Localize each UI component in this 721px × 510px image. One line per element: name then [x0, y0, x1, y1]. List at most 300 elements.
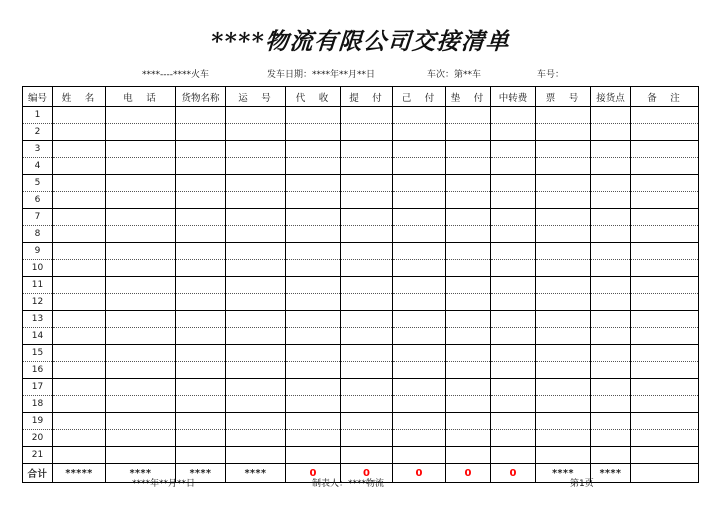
- row-data-cell[interactable]: [491, 294, 536, 311]
- row-data-cell[interactable]: [106, 430, 176, 447]
- row-data-cell[interactable]: [106, 294, 176, 311]
- table-row[interactable]: [23, 277, 699, 294]
- row-data-cell[interactable]: [591, 209, 631, 226]
- row-data-cell[interactable]: [491, 260, 536, 277]
- row-data-cell[interactable]: [536, 430, 591, 447]
- row-index-cell: 5: [23, 175, 53, 192]
- header-cell-transfer-fee: 中转费: [491, 87, 536, 107]
- shipment-info-line: [22, 69, 698, 83]
- row-data-cell[interactable]: [53, 413, 106, 430]
- row-data-cell[interactable]: [341, 311, 393, 328]
- row-data-cell[interactable]: [446, 158, 491, 175]
- row-data-cell[interactable]: [176, 447, 226, 464]
- row-data-cell[interactable]: [286, 430, 341, 447]
- row-data-cell[interactable]: [591, 362, 631, 379]
- row-data-cell[interactable]: [536, 124, 591, 141]
- row-data-cell[interactable]: [446, 243, 491, 260]
- row-index-cell: 3: [23, 141, 53, 158]
- row-data-cell[interactable]: [53, 124, 106, 141]
- row-data-cell[interactable]: [393, 209, 446, 226]
- table-row[interactable]: [23, 141, 699, 158]
- row-data-cell[interactable]: [631, 447, 699, 464]
- row-data-cell[interactable]: [393, 124, 446, 141]
- row-data-cell[interactable]: [226, 447, 286, 464]
- row-data-cell[interactable]: [591, 311, 631, 328]
- row-data-cell[interactable]: [631, 277, 699, 294]
- row-data-cell[interactable]: [176, 362, 226, 379]
- row-data-cell[interactable]: [53, 243, 106, 260]
- row-data-cell[interactable]: [176, 294, 226, 311]
- row-data-cell[interactable]: [286, 192, 341, 209]
- row-data-cell[interactable]: [536, 107, 591, 124]
- row-data-cell[interactable]: [393, 430, 446, 447]
- row-data-cell[interactable]: [226, 379, 286, 396]
- row-data-cell[interactable]: [341, 124, 393, 141]
- row-data-cell[interactable]: [286, 413, 341, 430]
- row-data-cell[interactable]: [176, 107, 226, 124]
- row-data-cell[interactable]: [286, 362, 341, 379]
- row-index-cell: 6: [23, 192, 53, 209]
- row-data-cell[interactable]: [106, 209, 176, 226]
- row-data-cell[interactable]: [341, 277, 393, 294]
- row-data-cell[interactable]: [106, 345, 176, 362]
- row-data-cell[interactable]: [393, 158, 446, 175]
- row-data-cell[interactable]: [53, 158, 106, 175]
- row-data-cell[interactable]: [536, 379, 591, 396]
- row-data-cell[interactable]: [286, 379, 341, 396]
- row-data-cell[interactable]: [536, 192, 591, 209]
- row-data-cell[interactable]: [393, 226, 446, 243]
- row-data-cell[interactable]: [591, 124, 631, 141]
- row-data-cell[interactable]: [536, 260, 591, 277]
- row-data-cell[interactable]: [536, 311, 591, 328]
- row-data-cell[interactable]: [491, 362, 536, 379]
- row-data-cell[interactable]: [393, 447, 446, 464]
- row-data-cell[interactable]: [176, 379, 226, 396]
- row-data-cell[interactable]: [53, 311, 106, 328]
- row-data-cell[interactable]: [536, 447, 591, 464]
- row-data-cell[interactable]: [446, 260, 491, 277]
- row-data-cell[interactable]: [536, 396, 591, 413]
- row-data-cell[interactable]: [446, 447, 491, 464]
- row-data-cell[interactable]: [446, 396, 491, 413]
- table-row[interactable]: [23, 379, 699, 396]
- row-data-cell[interactable]: [53, 396, 106, 413]
- row-data-cell[interactable]: [491, 328, 536, 345]
- row-data-cell[interactable]: [631, 294, 699, 311]
- row-data-cell[interactable]: [393, 175, 446, 192]
- row-data-cell[interactable]: [106, 379, 176, 396]
- row-data-cell[interactable]: [226, 277, 286, 294]
- row-index-cell: 8: [23, 226, 53, 243]
- row-data-cell[interactable]: [491, 226, 536, 243]
- row-data-cell[interactable]: [226, 345, 286, 362]
- row-data-cell[interactable]: [491, 396, 536, 413]
- header-cell-remark: 备 注: [631, 87, 699, 107]
- total-collect: 0: [286, 464, 341, 483]
- row-data-cell[interactable]: [176, 345, 226, 362]
- row-data-cell[interactable]: [106, 413, 176, 430]
- row-data-cell[interactable]: [591, 107, 631, 124]
- row-data-cell[interactable]: [176, 141, 226, 158]
- row-data-cell[interactable]: [491, 413, 536, 430]
- row-data-cell[interactable]: [631, 192, 699, 209]
- row-data-cell[interactable]: [226, 328, 286, 345]
- row-data-cell[interactable]: [176, 158, 226, 175]
- row-data-cell[interactable]: [106, 311, 176, 328]
- footer-page-number: 第1页: [570, 479, 594, 489]
- row-data-cell[interactable]: [176, 396, 226, 413]
- row-data-cell[interactable]: [176, 124, 226, 141]
- table-row[interactable]: [23, 447, 699, 464]
- row-data-cell[interactable]: [53, 345, 106, 362]
- row-data-cell[interactable]: [491, 175, 536, 192]
- row-data-cell[interactable]: [341, 396, 393, 413]
- row-data-cell[interactable]: [446, 311, 491, 328]
- row-data-cell[interactable]: [393, 362, 446, 379]
- row-data-cell[interactable]: [53, 141, 106, 158]
- row-data-cell[interactable]: [226, 396, 286, 413]
- row-data-cell[interactable]: [591, 447, 631, 464]
- row-index-cell: 13: [23, 311, 53, 328]
- row-data-cell[interactable]: [491, 192, 536, 209]
- row-data-cell[interactable]: [393, 294, 446, 311]
- table-row[interactable]: [23, 107, 699, 124]
- row-data-cell[interactable]: [393, 413, 446, 430]
- row-index-cell: 21: [23, 447, 53, 464]
- row-data-cell[interactable]: [631, 311, 699, 328]
- row-data-cell[interactable]: [591, 158, 631, 175]
- row-data-cell[interactable]: [341, 379, 393, 396]
- row-data-cell[interactable]: [591, 430, 631, 447]
- row-data-cell[interactable]: [591, 277, 631, 294]
- row-data-cell[interactable]: [393, 396, 446, 413]
- row-data-cell[interactable]: [446, 141, 491, 158]
- row-data-cell[interactable]: [341, 243, 393, 260]
- row-data-cell[interactable]: [106, 192, 176, 209]
- row-data-cell[interactable]: [631, 413, 699, 430]
- row-data-cell[interactable]: [446, 362, 491, 379]
- row-data-cell[interactable]: [446, 107, 491, 124]
- row-data-cell[interactable]: [393, 345, 446, 362]
- row-data-cell[interactable]: [393, 328, 446, 345]
- row-data-cell[interactable]: [446, 277, 491, 294]
- row-data-cell[interactable]: [176, 328, 226, 345]
- row-data-cell[interactable]: [226, 311, 286, 328]
- row-data-cell[interactable]: [491, 124, 536, 141]
- row-data-cell[interactable]: [491, 243, 536, 260]
- row-data-cell[interactable]: [446, 379, 491, 396]
- row-data-cell[interactable]: [286, 345, 341, 362]
- row-data-cell[interactable]: [286, 226, 341, 243]
- row-data-cell[interactable]: [393, 260, 446, 277]
- row-data-cell[interactable]: [591, 413, 631, 430]
- row-data-cell[interactable]: [446, 345, 491, 362]
- row-data-cell[interactable]: [341, 294, 393, 311]
- row-data-cell[interactable]: [591, 260, 631, 277]
- row-data-cell[interactable]: [106, 362, 176, 379]
- row-data-cell[interactable]: [341, 345, 393, 362]
- row-data-cell[interactable]: [226, 175, 286, 192]
- total-transfer-fee: 0: [491, 464, 536, 483]
- row-data-cell[interactable]: [341, 260, 393, 277]
- row-data-cell[interactable]: [53, 379, 106, 396]
- row-data-cell[interactable]: [631, 158, 699, 175]
- row-data-cell[interactable]: [286, 209, 341, 226]
- header-cell-phone: 电 话: [106, 87, 176, 107]
- row-data-cell[interactable]: [491, 107, 536, 124]
- row-data-cell[interactable]: [591, 141, 631, 158]
- table-row[interactable]: [23, 260, 699, 277]
- table-row[interactable]: [23, 243, 699, 260]
- row-data-cell[interactable]: [226, 209, 286, 226]
- row-data-cell[interactable]: [176, 226, 226, 243]
- table-row[interactable]: [23, 430, 699, 447]
- row-data-cell[interactable]: [631, 124, 699, 141]
- row-data-cell[interactable]: [631, 430, 699, 447]
- row-data-cell[interactable]: [53, 328, 106, 345]
- total-goods: ****: [176, 464, 226, 483]
- row-data-cell[interactable]: [536, 294, 591, 311]
- row-data-cell[interactable]: [226, 243, 286, 260]
- row-data-cell[interactable]: [446, 124, 491, 141]
- row-data-cell[interactable]: [341, 192, 393, 209]
- row-data-cell[interactable]: [341, 175, 393, 192]
- row-data-cell[interactable]: [226, 141, 286, 158]
- row-data-cell[interactable]: [341, 447, 393, 464]
- row-data-cell[interactable]: [286, 124, 341, 141]
- row-data-cell[interactable]: [341, 209, 393, 226]
- row-data-cell[interactable]: [536, 158, 591, 175]
- table-body: [23, 107, 699, 464]
- row-data-cell[interactable]: [631, 209, 699, 226]
- row-data-cell[interactable]: [536, 328, 591, 345]
- row-data-cell[interactable]: [286, 328, 341, 345]
- row-data-cell[interactable]: [631, 175, 699, 192]
- row-data-cell[interactable]: [106, 141, 176, 158]
- row-data-cell[interactable]: [341, 107, 393, 124]
- row-data-cell[interactable]: [446, 209, 491, 226]
- row-data-cell[interactable]: [591, 243, 631, 260]
- table-row[interactable]: [23, 226, 699, 243]
- row-data-cell[interactable]: [226, 362, 286, 379]
- row-data-cell[interactable]: [176, 192, 226, 209]
- row-data-cell[interactable]: [446, 192, 491, 209]
- row-data-cell[interactable]: [286, 175, 341, 192]
- row-data-cell[interactable]: [286, 396, 341, 413]
- row-data-cell[interactable]: [631, 107, 699, 124]
- row-data-cell[interactable]: [176, 430, 226, 447]
- table-row[interactable]: [23, 311, 699, 328]
- row-data-cell[interactable]: [226, 413, 286, 430]
- row-data-cell[interactable]: [176, 243, 226, 260]
- row-data-cell[interactable]: [446, 430, 491, 447]
- row-data-cell[interactable]: [393, 379, 446, 396]
- row-data-cell[interactable]: [491, 379, 536, 396]
- row-index-cell: 15: [23, 345, 53, 362]
- row-data-cell[interactable]: [176, 260, 226, 277]
- row-index-cell: 17: [23, 379, 53, 396]
- row-data-cell[interactable]: [446, 294, 491, 311]
- row-data-cell[interactable]: [393, 243, 446, 260]
- header-cell-pickup-point: 接货点: [591, 87, 631, 107]
- row-data-cell[interactable]: [226, 226, 286, 243]
- row-data-cell[interactable]: [631, 226, 699, 243]
- row-data-cell[interactable]: [536, 175, 591, 192]
- row-data-cell[interactable]: [536, 345, 591, 362]
- row-data-cell[interactable]: [591, 328, 631, 345]
- row-data-cell[interactable]: [536, 141, 591, 158]
- row-data-cell[interactable]: [341, 413, 393, 430]
- row-data-cell[interactable]: [176, 175, 226, 192]
- row-data-cell[interactable]: [286, 277, 341, 294]
- row-data-cell[interactable]: [393, 311, 446, 328]
- row-data-cell[interactable]: [176, 277, 226, 294]
- row-data-cell[interactable]: [53, 447, 106, 464]
- table-row[interactable]: [23, 294, 699, 311]
- row-data-cell[interactable]: [286, 243, 341, 260]
- row-data-cell[interactable]: [286, 107, 341, 124]
- row-data-cell[interactable]: [286, 294, 341, 311]
- row-data-cell[interactable]: [393, 192, 446, 209]
- row-data-cell[interactable]: [53, 430, 106, 447]
- row-data-cell[interactable]: [536, 243, 591, 260]
- row-data-cell[interactable]: [53, 209, 106, 226]
- row-data-cell[interactable]: [341, 328, 393, 345]
- row-data-cell[interactable]: [446, 413, 491, 430]
- row-data-cell[interactable]: [286, 158, 341, 175]
- row-data-cell[interactable]: [341, 226, 393, 243]
- row-data-cell[interactable]: [53, 192, 106, 209]
- row-data-cell[interactable]: [53, 175, 106, 192]
- row-data-cell[interactable]: [106, 243, 176, 260]
- row-data-cell[interactable]: [53, 362, 106, 379]
- row-data-cell[interactable]: [106, 226, 176, 243]
- row-data-cell[interactable]: [631, 260, 699, 277]
- row-data-cell[interactable]: [591, 379, 631, 396]
- row-data-cell[interactable]: [176, 209, 226, 226]
- row-data-cell[interactable]: [491, 345, 536, 362]
- row-data-cell[interactable]: [393, 107, 446, 124]
- row-data-cell[interactable]: [176, 311, 226, 328]
- row-data-cell[interactable]: [226, 430, 286, 447]
- row-data-cell[interactable]: [106, 260, 176, 277]
- row-data-cell[interactable]: [106, 107, 176, 124]
- row-data-cell[interactable]: [591, 294, 631, 311]
- row-data-cell[interactable]: [53, 226, 106, 243]
- row-data-cell[interactable]: [341, 362, 393, 379]
- row-data-cell[interactable]: [491, 158, 536, 175]
- page-title: ****物流有限公司交接清单: [209, 28, 512, 55]
- table-row[interactable]: [23, 345, 699, 362]
- row-data-cell[interactable]: [631, 345, 699, 362]
- row-data-cell[interactable]: [106, 447, 176, 464]
- table-row[interactable]: [23, 158, 699, 175]
- row-index-cell: 12: [23, 294, 53, 311]
- route-label: ****----****火车: [142, 70, 209, 80]
- row-data-cell[interactable]: [591, 226, 631, 243]
- row-data-cell[interactable]: [591, 396, 631, 413]
- row-data-cell[interactable]: [176, 413, 226, 430]
- row-data-cell[interactable]: [446, 226, 491, 243]
- row-data-cell[interactable]: [106, 175, 176, 192]
- row-data-cell[interactable]: [591, 345, 631, 362]
- row-data-cell[interactable]: [106, 328, 176, 345]
- row-data-cell[interactable]: [491, 311, 536, 328]
- row-data-cell[interactable]: [226, 158, 286, 175]
- page-title-container: [0, 30, 721, 53]
- table-row[interactable]: [23, 362, 699, 379]
- header-cell-name: 姓 名: [53, 87, 106, 107]
- row-data-cell[interactable]: [536, 277, 591, 294]
- row-data-cell[interactable]: [491, 277, 536, 294]
- row-data-cell[interactable]: [491, 447, 536, 464]
- row-data-cell[interactable]: [536, 209, 591, 226]
- row-data-cell[interactable]: [631, 379, 699, 396]
- row-data-cell[interactable]: [491, 141, 536, 158]
- row-data-cell[interactable]: [286, 141, 341, 158]
- row-data-cell[interactable]: [106, 396, 176, 413]
- row-data-cell[interactable]: [536, 413, 591, 430]
- row-data-cell[interactable]: [286, 447, 341, 464]
- row-data-cell[interactable]: [491, 430, 536, 447]
- row-data-cell[interactable]: [53, 277, 106, 294]
- row-data-cell[interactable]: [106, 158, 176, 175]
- row-data-cell[interactable]: [631, 396, 699, 413]
- table-row[interactable]: [23, 192, 699, 209]
- table-row[interactable]: [23, 175, 699, 192]
- row-data-cell[interactable]: [226, 294, 286, 311]
- row-index-cell: 10: [23, 260, 53, 277]
- row-data-cell[interactable]: [226, 192, 286, 209]
- row-data-cell[interactable]: [53, 107, 106, 124]
- row-data-cell[interactable]: [226, 260, 286, 277]
- row-data-cell[interactable]: [341, 430, 393, 447]
- row-data-cell[interactable]: [341, 158, 393, 175]
- row-data-cell[interactable]: [536, 362, 591, 379]
- row-data-cell[interactable]: [226, 124, 286, 141]
- row-data-cell[interactable]: [631, 141, 699, 158]
- row-data-cell[interactable]: [631, 328, 699, 345]
- row-data-cell[interactable]: [393, 141, 446, 158]
- row-data-cell[interactable]: [393, 277, 446, 294]
- row-data-cell[interactable]: [341, 141, 393, 158]
- row-data-cell[interactable]: [106, 277, 176, 294]
- row-data-cell[interactable]: [536, 226, 591, 243]
- row-data-cell[interactable]: [106, 124, 176, 141]
- page-footer: [22, 478, 698, 492]
- table-row[interactable]: [23, 328, 699, 345]
- table-row[interactable]: [23, 124, 699, 141]
- row-data-cell[interactable]: [446, 328, 491, 345]
- table-row[interactable]: [23, 413, 699, 430]
- row-data-cell[interactable]: [286, 311, 341, 328]
- row-data-cell[interactable]: [53, 294, 106, 311]
- footer-maker: 制表人：****物流: [312, 479, 385, 489]
- row-data-cell[interactable]: [591, 192, 631, 209]
- row-data-cell[interactable]: [226, 107, 286, 124]
- table-row[interactable]: [23, 209, 699, 226]
- row-index-cell: 19: [23, 413, 53, 430]
- table-row[interactable]: [23, 396, 699, 413]
- row-data-cell[interactable]: [591, 175, 631, 192]
- row-data-cell[interactable]: [446, 175, 491, 192]
- row-data-cell[interactable]: [491, 209, 536, 226]
- row-data-cell[interactable]: [631, 243, 699, 260]
- row-data-cell[interactable]: [53, 260, 106, 277]
- row-data-cell[interactable]: [631, 362, 699, 379]
- row-data-cell[interactable]: [286, 260, 341, 277]
